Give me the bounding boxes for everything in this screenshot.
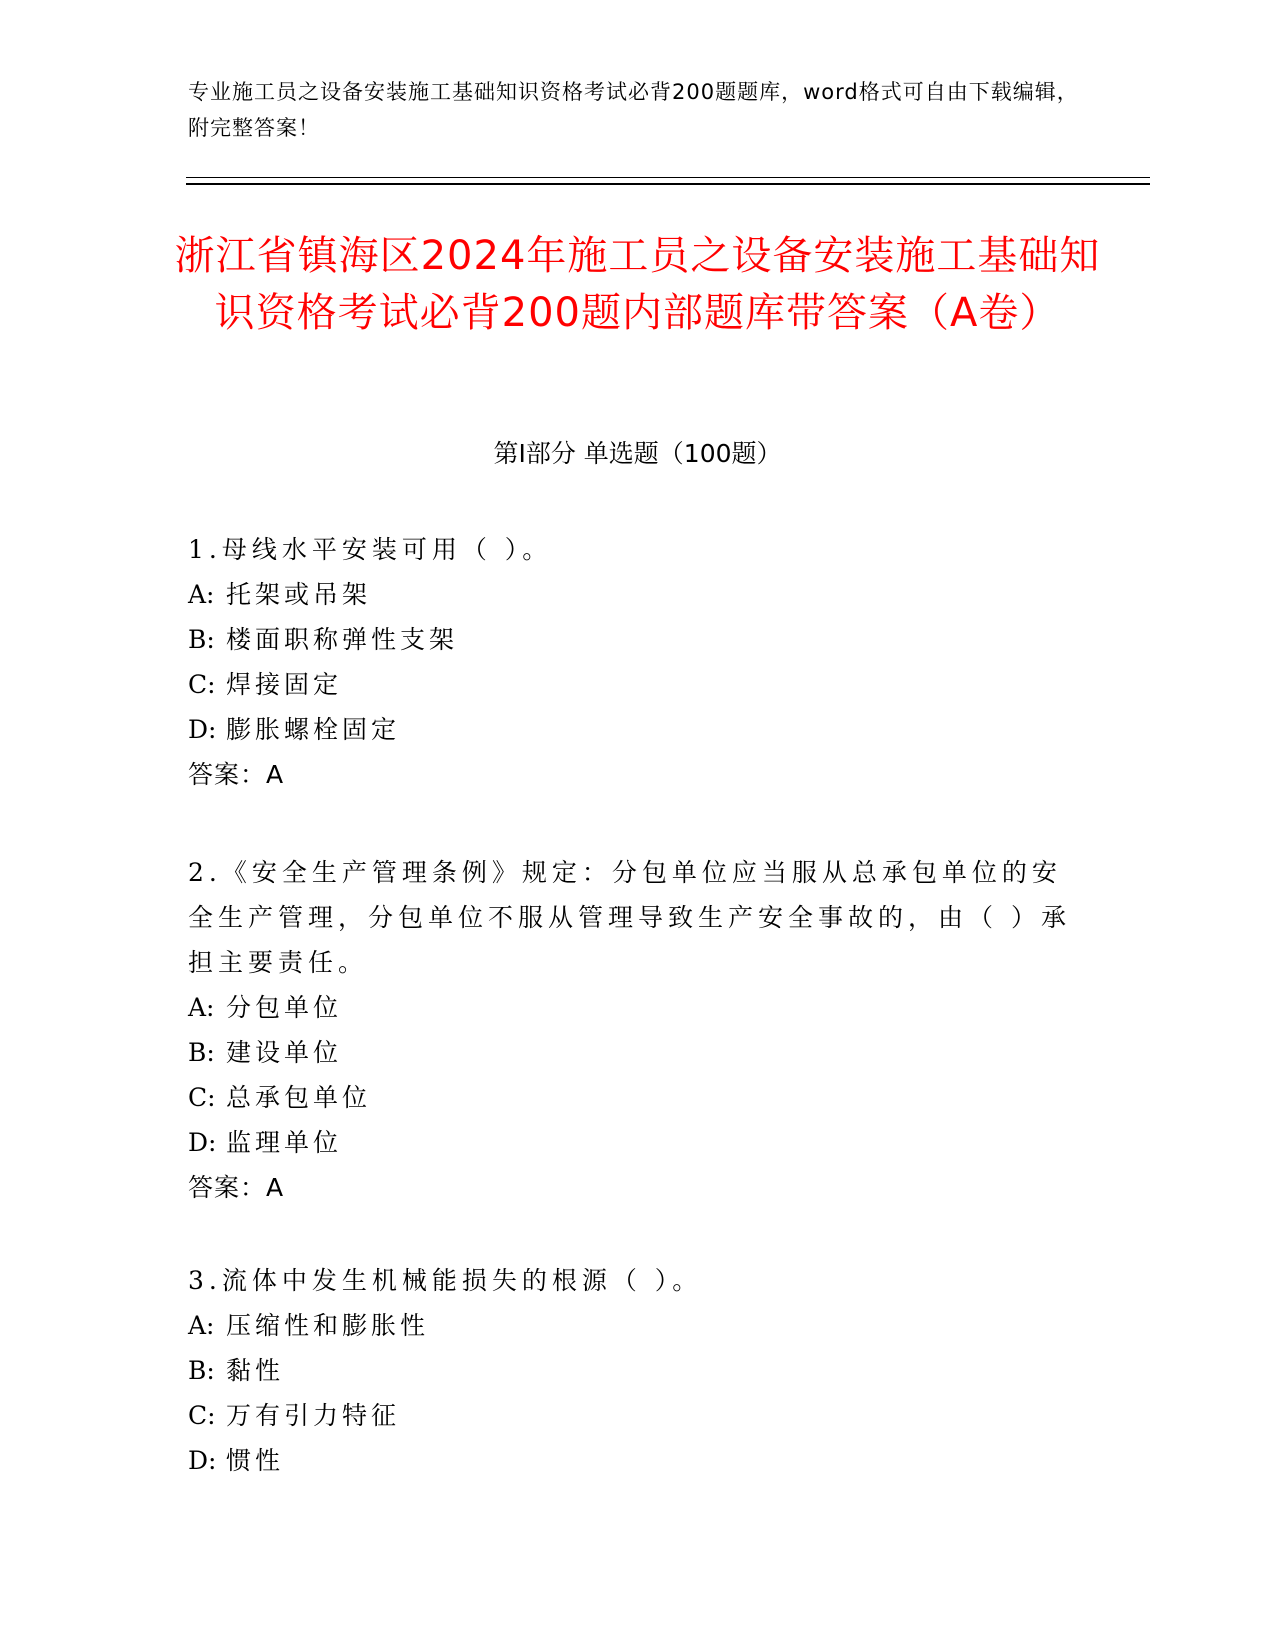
question-stem: 3.流体中发生机械能损失的根源（ ）。: [188, 1266, 703, 1295]
option-text: 压缩性和膨胀性: [226, 1311, 430, 1340]
question-1: [188, 527, 1088, 797]
option-text: 万有引力特征: [226, 1401, 401, 1430]
header-divider-thin: [186, 177, 1150, 178]
option-text: 楼面职称弹性支架: [226, 625, 459, 654]
option-key: D:: [188, 1446, 217, 1475]
document-title: 浙江省镇海区2024年施工员之设备安装施工基础知识资格考试必背200题内部题库带答案（A卷）: [174, 233, 1101, 336]
option-text: 膨胀螺栓固定: [226, 715, 401, 744]
question-2: [188, 850, 1088, 1210]
option-text: 监理单位: [226, 1128, 343, 1157]
option-key: D:: [188, 1128, 217, 1157]
option-c: [188, 1393, 1088, 1438]
option-key: C:: [188, 670, 216, 699]
option-key: A:: [188, 1311, 215, 1340]
option-b: [188, 1348, 1088, 1393]
question-3: [188, 1258, 1088, 1483]
answer-line: 答案：A: [188, 760, 285, 789]
option-d: [188, 1120, 1088, 1165]
header-divider-thick: [186, 183, 1150, 185]
option-text: 焊接固定: [226, 670, 343, 699]
option-c: [188, 662, 1088, 707]
option-key: C:: [188, 1401, 216, 1430]
option-a: [188, 1303, 1088, 1348]
question-stem: 2.《安全生产管理条例》规定：分包单位应当服从总承包单位的安全生产管理，分包单位不服从管理导致生产安全事故的，由（ ）承担主要责任。: [188, 858, 1071, 977]
option-d: [188, 1438, 1088, 1483]
header-note: 专业施工员之设备安装施工基础知识资格考试必背200题题库，word格式可自由下载编辑，附完整答案！: [188, 80, 1079, 140]
option-text: 分包单位: [226, 993, 343, 1022]
option-key: B:: [188, 1356, 215, 1385]
answer-line: 答案：A: [188, 1173, 285, 1202]
section-title: 第Ⅰ部分 单选题（100题）: [493, 439, 782, 468]
option-key: B:: [188, 1038, 215, 1067]
question-stem: 1.母线水平安装可用（ ）。: [188, 535, 553, 564]
option-text: 黏性: [226, 1356, 285, 1385]
option-key: A:: [188, 993, 215, 1022]
option-key: C:: [188, 1083, 216, 1112]
option-b: [188, 1030, 1088, 1075]
option-a: [188, 985, 1088, 1030]
option-a: [188, 572, 1088, 617]
option-d: [188, 707, 1088, 752]
option-key: A:: [188, 580, 215, 609]
option-c: [188, 1075, 1088, 1120]
option-key: B:: [188, 625, 215, 654]
option-text: 惯性: [226, 1446, 285, 1475]
option-key: D:: [188, 715, 217, 744]
option-text: 托架或吊架: [226, 580, 372, 609]
option-b: [188, 617, 1088, 662]
option-text: 总承包单位: [226, 1083, 372, 1112]
option-text: 建设单位: [226, 1038, 343, 1067]
